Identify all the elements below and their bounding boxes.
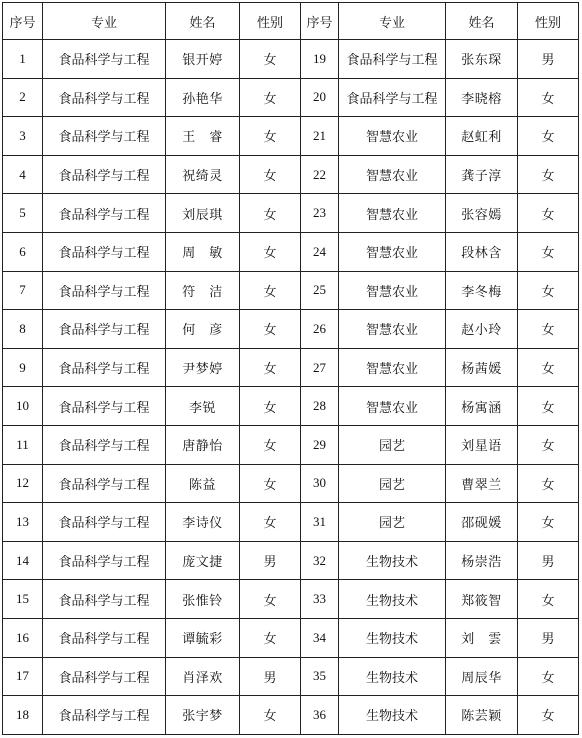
table-row (3, 117, 579, 156)
cell-gender-left: 女 (240, 194, 301, 233)
cell-name-right: 邵砚媛 (446, 503, 518, 542)
cell-name-right: 刘 雲 (446, 618, 518, 657)
cell-gender-left: 女 (240, 464, 301, 503)
cell-major-right: 智慧农业 (339, 232, 446, 271)
cell-serial-left: 8 (3, 310, 43, 349)
cell-serial-left: 5 (3, 194, 43, 233)
cell-serial-left: 1 (3, 40, 43, 79)
cell-major-left: 食品科学与工程 (43, 117, 166, 156)
cell-major-left: 食品科学与工程 (43, 387, 166, 426)
cell-name-left: 张宇梦 (166, 696, 240, 735)
cell-name-left: 尹梦婷 (166, 348, 240, 387)
cell-major-right: 智慧农业 (339, 348, 446, 387)
cell-major-right: 食品科学与工程 (339, 78, 446, 117)
table-row (3, 541, 579, 580)
cell-name-left: 祝绮灵 (166, 155, 240, 194)
cell-gender-left: 女 (240, 387, 301, 426)
cell-gender-left: 女 (240, 271, 301, 310)
cell-name-left: 庞文捷 (166, 541, 240, 580)
cell-major-right: 生物技术 (339, 618, 446, 657)
cell-serial-right: 31 (301, 503, 339, 542)
table-row (3, 78, 579, 117)
cell-name-right: 张东琛 (446, 40, 518, 79)
cell-gender-left: 女 (240, 40, 301, 79)
cell-gender-right: 男 (518, 40, 579, 79)
cell-major-right: 食品科学与工程 (339, 40, 446, 79)
cell-name-right: 张容嫣 (446, 194, 518, 233)
cell-name-right: 龚子淳 (446, 155, 518, 194)
cell-serial-right: 23 (301, 194, 339, 233)
cell-name-right: 曹翠兰 (446, 464, 518, 503)
cell-serial-right: 20 (301, 78, 339, 117)
cell-name-left: 王 睿 (166, 117, 240, 156)
cell-gender-left: 女 (240, 117, 301, 156)
cell-serial-left: 12 (3, 464, 43, 503)
cell-serial-right: 32 (301, 541, 339, 580)
cell-gender-left: 女 (240, 696, 301, 735)
cell-gender-left: 女 (240, 503, 301, 542)
cell-major-left: 食品科学与工程 (43, 194, 166, 233)
table-row (3, 618, 579, 657)
cell-serial-right: 28 (301, 387, 339, 426)
cell-major-left: 食品科学与工程 (43, 155, 166, 194)
cell-serial-left: 7 (3, 271, 43, 310)
cell-name-left: 李诗仪 (166, 503, 240, 542)
table-row (3, 271, 579, 310)
cell-serial-left: 6 (3, 232, 43, 271)
cell-major-right: 生物技术 (339, 657, 446, 696)
cell-serial-right: 21 (301, 117, 339, 156)
cell-name-left: 陈益 (166, 464, 240, 503)
cell-name-right: 杨茜媛 (446, 348, 518, 387)
cell-major-left: 食品科学与工程 (43, 541, 166, 580)
cell-gender-left: 女 (240, 232, 301, 271)
cell-gender-right: 女 (518, 696, 579, 735)
cell-serial-left: 16 (3, 618, 43, 657)
cell-major-right: 智慧农业 (339, 155, 446, 194)
header-name-right: 姓名 (446, 3, 518, 40)
cell-name-right: 刘星语 (446, 425, 518, 464)
cell-name-left: 唐静怡 (166, 425, 240, 464)
cell-gender-right: 女 (518, 348, 579, 387)
cell-major-left: 食品科学与工程 (43, 657, 166, 696)
cell-name-left: 符 洁 (166, 271, 240, 310)
cell-serial-left: 10 (3, 387, 43, 426)
cell-serial-left: 2 (3, 78, 43, 117)
cell-serial-left: 13 (3, 503, 43, 542)
cell-name-right: 周辰华 (446, 657, 518, 696)
student-roster-table (2, 2, 579, 735)
cell-gender-right: 女 (518, 387, 579, 426)
cell-name-right: 李冬梅 (446, 271, 518, 310)
cell-gender-left: 女 (240, 78, 301, 117)
cell-serial-right: 24 (301, 232, 339, 271)
header-major-left: 专业 (43, 3, 166, 40)
cell-gender-right: 女 (518, 503, 579, 542)
roster-body (3, 40, 579, 735)
table-row (3, 503, 579, 542)
cell-gender-left: 女 (240, 618, 301, 657)
cell-major-right: 智慧农业 (339, 194, 446, 233)
cell-gender-right: 女 (518, 232, 579, 271)
table-row (3, 387, 579, 426)
cell-serial-right: 36 (301, 696, 339, 735)
cell-serial-left: 17 (3, 657, 43, 696)
roster-sheet (2, 2, 578, 733)
cell-gender-left: 女 (240, 425, 301, 464)
header-serial-right: 序号 (301, 3, 339, 40)
cell-major-left: 食品科学与工程 (43, 232, 166, 271)
cell-name-right: 杨寓涵 (446, 387, 518, 426)
cell-major-left: 食品科学与工程 (43, 580, 166, 619)
cell-gender-right: 男 (518, 618, 579, 657)
cell-serial-right: 35 (301, 657, 339, 696)
cell-serial-right: 26 (301, 310, 339, 349)
cell-gender-left: 女 (240, 348, 301, 387)
cell-gender-left: 女 (240, 310, 301, 349)
header-row (3, 3, 579, 40)
cell-major-left: 食品科学与工程 (43, 40, 166, 79)
table-row (3, 464, 579, 503)
table-row (3, 580, 579, 619)
cell-gender-right: 女 (518, 271, 579, 310)
cell-name-left: 肖泽欢 (166, 657, 240, 696)
cell-major-right: 生物技术 (339, 580, 446, 619)
cell-name-right: 郑筱智 (446, 580, 518, 619)
table-row (3, 194, 579, 233)
cell-gender-left: 男 (240, 541, 301, 580)
cell-major-left: 食品科学与工程 (43, 271, 166, 310)
cell-serial-right: 29 (301, 425, 339, 464)
cell-serial-left: 4 (3, 155, 43, 194)
cell-serial-left: 18 (3, 696, 43, 735)
cell-name-right: 赵小玲 (446, 310, 518, 349)
cell-name-right: 李晓榕 (446, 78, 518, 117)
cell-major-right: 园艺 (339, 464, 446, 503)
cell-name-left: 谭毓彩 (166, 618, 240, 657)
cell-serial-left: 9 (3, 348, 43, 387)
cell-major-left: 食品科学与工程 (43, 78, 166, 117)
header-major-right: 专业 (339, 3, 446, 40)
cell-major-left: 食品科学与工程 (43, 696, 166, 735)
cell-name-left: 张惟铃 (166, 580, 240, 619)
header-name-left: 姓名 (166, 3, 240, 40)
cell-serial-right: 19 (301, 40, 339, 79)
cell-serial-left: 14 (3, 541, 43, 580)
cell-serial-right: 27 (301, 348, 339, 387)
cell-name-right: 杨崇浩 (446, 541, 518, 580)
cell-major-left: 食品科学与工程 (43, 348, 166, 387)
cell-serial-right: 30 (301, 464, 339, 503)
cell-gender-right: 女 (518, 117, 579, 156)
cell-major-right: 园艺 (339, 425, 446, 464)
cell-major-right: 智慧农业 (339, 117, 446, 156)
cell-name-right: 赵虹利 (446, 117, 518, 156)
cell-serial-left: 11 (3, 425, 43, 464)
table-row (3, 310, 579, 349)
cell-major-right: 智慧农业 (339, 271, 446, 310)
cell-major-right: 生物技术 (339, 541, 446, 580)
cell-gender-right: 女 (518, 580, 579, 619)
cell-name-left: 何 彦 (166, 310, 240, 349)
table-row (3, 155, 579, 194)
header-gender-right: 性别 (518, 3, 579, 40)
table-row (3, 425, 579, 464)
cell-name-left: 刘辰琪 (166, 194, 240, 233)
cell-gender-right: 女 (518, 657, 579, 696)
cell-gender-right: 女 (518, 78, 579, 117)
header-gender-left: 性别 (240, 3, 301, 40)
cell-gender-right: 女 (518, 310, 579, 349)
cell-serial-right: 22 (301, 155, 339, 194)
cell-gender-right: 女 (518, 425, 579, 464)
cell-gender-right: 男 (518, 541, 579, 580)
table-row (3, 348, 579, 387)
cell-gender-left: 女 (240, 155, 301, 194)
cell-name-left: 周 敏 (166, 232, 240, 271)
cell-major-left: 食品科学与工程 (43, 618, 166, 657)
cell-serial-left: 15 (3, 580, 43, 619)
table-row (3, 696, 579, 735)
cell-major-left: 食品科学与工程 (43, 310, 166, 349)
cell-name-left: 李锐 (166, 387, 240, 426)
cell-serial-right: 25 (301, 271, 339, 310)
cell-major-right: 智慧农业 (339, 387, 446, 426)
cell-gender-left: 男 (240, 657, 301, 696)
cell-major-right: 智慧农业 (339, 310, 446, 349)
cell-name-left: 银开婷 (166, 40, 240, 79)
cell-major-left: 食品科学与工程 (43, 425, 166, 464)
cell-gender-right: 女 (518, 155, 579, 194)
cell-name-left: 孙艳华 (166, 78, 240, 117)
cell-major-right: 园艺 (339, 503, 446, 542)
cell-major-right: 生物技术 (339, 696, 446, 735)
header-serial-left: 序号 (3, 3, 43, 40)
cell-major-left: 食品科学与工程 (43, 464, 166, 503)
table-row (3, 657, 579, 696)
table-row (3, 40, 579, 79)
cell-gender-right: 女 (518, 464, 579, 503)
cell-serial-right: 34 (301, 618, 339, 657)
cell-major-left: 食品科学与工程 (43, 503, 166, 542)
cell-gender-left: 女 (240, 580, 301, 619)
cell-name-right: 段林含 (446, 232, 518, 271)
cell-serial-right: 33 (301, 580, 339, 619)
cell-gender-right: 女 (518, 194, 579, 233)
table-row (3, 232, 579, 271)
cell-serial-left: 3 (3, 117, 43, 156)
cell-name-right: 陈芸颖 (446, 696, 518, 735)
